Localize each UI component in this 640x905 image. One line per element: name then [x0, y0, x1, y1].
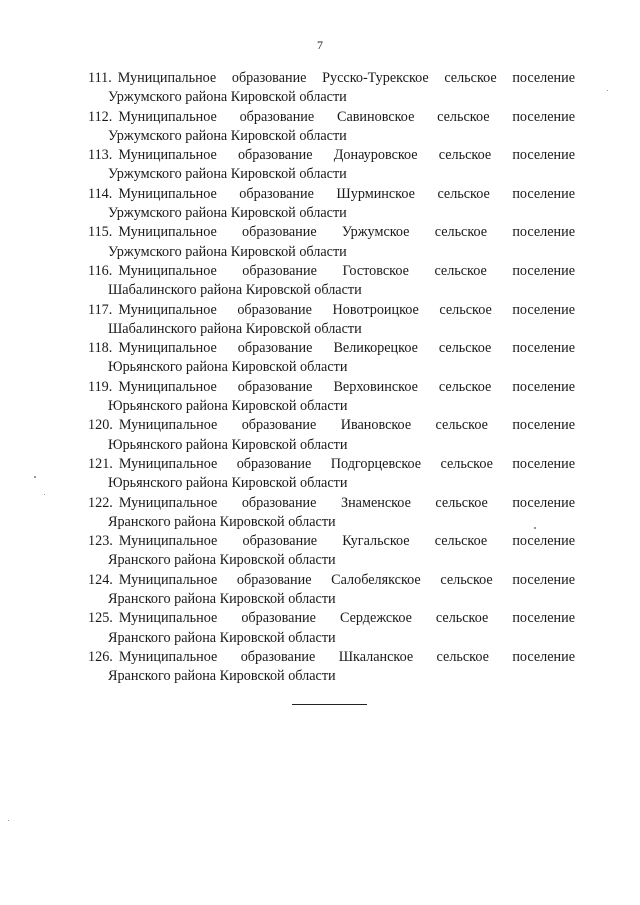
municipality-list: [88, 69, 575, 687]
entry-number: 122.: [88, 494, 113, 511]
entry-first-line: [88, 494, 575, 513]
entry-title: Муниципальное образование Новотроицкое сельское поселение: [118, 301, 575, 318]
entry-title: Муниципальное образование Знаменское сельское поселение: [118, 494, 575, 511]
entry-title: Муниципальное образование Шкаланское сельское поселение: [118, 648, 575, 665]
entry-region: Уржумского района Кировской области: [108, 205, 347, 222]
entry-number: 117.: [88, 301, 113, 318]
entry-region: Юрьянского района Кировской области: [108, 436, 348, 453]
entry-number: 121.: [88, 455, 113, 472]
entry-number: 120.: [88, 417, 113, 434]
entry-title: Муниципальное образование Гостовское сельское поселение: [118, 262, 575, 279]
entry-number: 115.: [88, 224, 113, 241]
entry-first-line: [88, 532, 575, 551]
entry-number: 119.: [88, 378, 113, 395]
entry-first-line: [88, 108, 575, 127]
entry-region: Яранского района Кировской области: [108, 552, 336, 569]
entry-title: Муниципальное образование Шурминское сельское поселение: [118, 185, 575, 202]
list-item: [88, 532, 575, 571]
entry-region: Яранского района Кировской области: [108, 629, 336, 646]
scan-speck: [34, 476, 36, 478]
entry-title: Муниципальное образование Русско-Турекское сельское поселение: [117, 70, 575, 86]
entry-region: Шабалинского района Кировской области: [108, 282, 362, 299]
entry-number: 126.: [88, 648, 113, 665]
entry-first-line: [88, 378, 575, 397]
entry-number: 114.: [88, 185, 113, 202]
scan-speck: [8, 820, 9, 821]
entry-region: Яранского района Кировской области: [108, 513, 336, 530]
entry-number: 118.: [88, 340, 113, 357]
list-item: [88, 301, 575, 340]
entry-title: Муниципальное образование Донауровское сельское поселение: [118, 147, 575, 164]
entry-title: Муниципальное образование Подгорцевское сельское поселение: [118, 455, 575, 472]
list-item: [88, 609, 575, 648]
list-item: [88, 185, 575, 224]
scan-speck: [534, 527, 536, 529]
list-item: [88, 146, 575, 185]
list-item: [88, 378, 575, 417]
entry-number: 112.: [88, 108, 113, 125]
entry-region: Уржумского района Кировской области: [108, 89, 347, 106]
entry-region: Уржумского района Кировской области: [108, 127, 347, 144]
entry-first-line: [88, 648, 575, 667]
entry-region: Юрьянского района Кировской области: [108, 475, 348, 492]
entry-number: 111.: [88, 70, 112, 86]
list-item: [88, 455, 575, 494]
entry-region: Яранского района Кировской области: [108, 668, 336, 685]
end-divider-line: [292, 704, 367, 705]
entry-first-line: [88, 416, 575, 435]
list-item: [88, 416, 575, 455]
list-item: [88, 223, 575, 262]
entry-first-line: [88, 146, 575, 165]
entry-region: Юрьянского района Кировской области: [108, 398, 348, 415]
entry-region: Яранского района Кировской области: [108, 591, 336, 608]
entry-title: Муниципальное образование Савиновское сельское поселение: [118, 108, 575, 125]
entry-first-line: [88, 339, 575, 358]
entry-number: 123.: [88, 533, 113, 550]
scan-speck: [607, 90, 608, 91]
entry-number: 113.: [88, 147, 113, 164]
entry-number: 116.: [88, 262, 113, 279]
entry-first-line: [88, 571, 575, 590]
entry-first-line: [88, 69, 575, 88]
entry-first-line: [88, 609, 575, 628]
list-item: [88, 571, 575, 610]
entry-title: Муниципальное образование Верховинское сельское поселение: [118, 378, 575, 395]
entry-number: 125.: [88, 610, 113, 627]
list-item: [88, 648, 575, 687]
entry-title: Муниципальное образование Уржумское сельское поселение: [118, 224, 575, 241]
entry-first-line: [88, 262, 575, 281]
entry-first-line: [88, 455, 575, 474]
list-item: [88, 262, 575, 301]
page-number: 7: [317, 38, 323, 52]
list-item: [88, 69, 575, 108]
entry-first-line: [88, 223, 575, 242]
entry-title: Муниципальное образование Ивановское сельское поселение: [118, 417, 575, 434]
entry-number: 124.: [88, 571, 113, 588]
list-item: [88, 108, 575, 147]
scan-speck: [44, 494, 45, 495]
entry-first-line: [88, 301, 575, 320]
entry-title: Муниципальное образование Салобелякское сельское поселение: [118, 571, 575, 588]
entry-region: Шабалинского района Кировской области: [108, 320, 362, 337]
entry-title: Муниципальное образование Сердежское сельское поселение: [118, 610, 575, 627]
list-item: [88, 494, 575, 533]
entry-region: Уржумского района Кировской области: [108, 243, 347, 260]
entry-title: Муниципальное образование Великорецкое сельское поселение: [118, 340, 575, 357]
list-item: [88, 339, 575, 378]
entry-region: Юрьянского района Кировской области: [108, 359, 348, 376]
entry-first-line: [88, 185, 575, 204]
entry-region: Уржумского района Кировской области: [108, 166, 347, 183]
entry-title: Муниципальное образование Кугальское сельское поселение: [118, 533, 575, 550]
